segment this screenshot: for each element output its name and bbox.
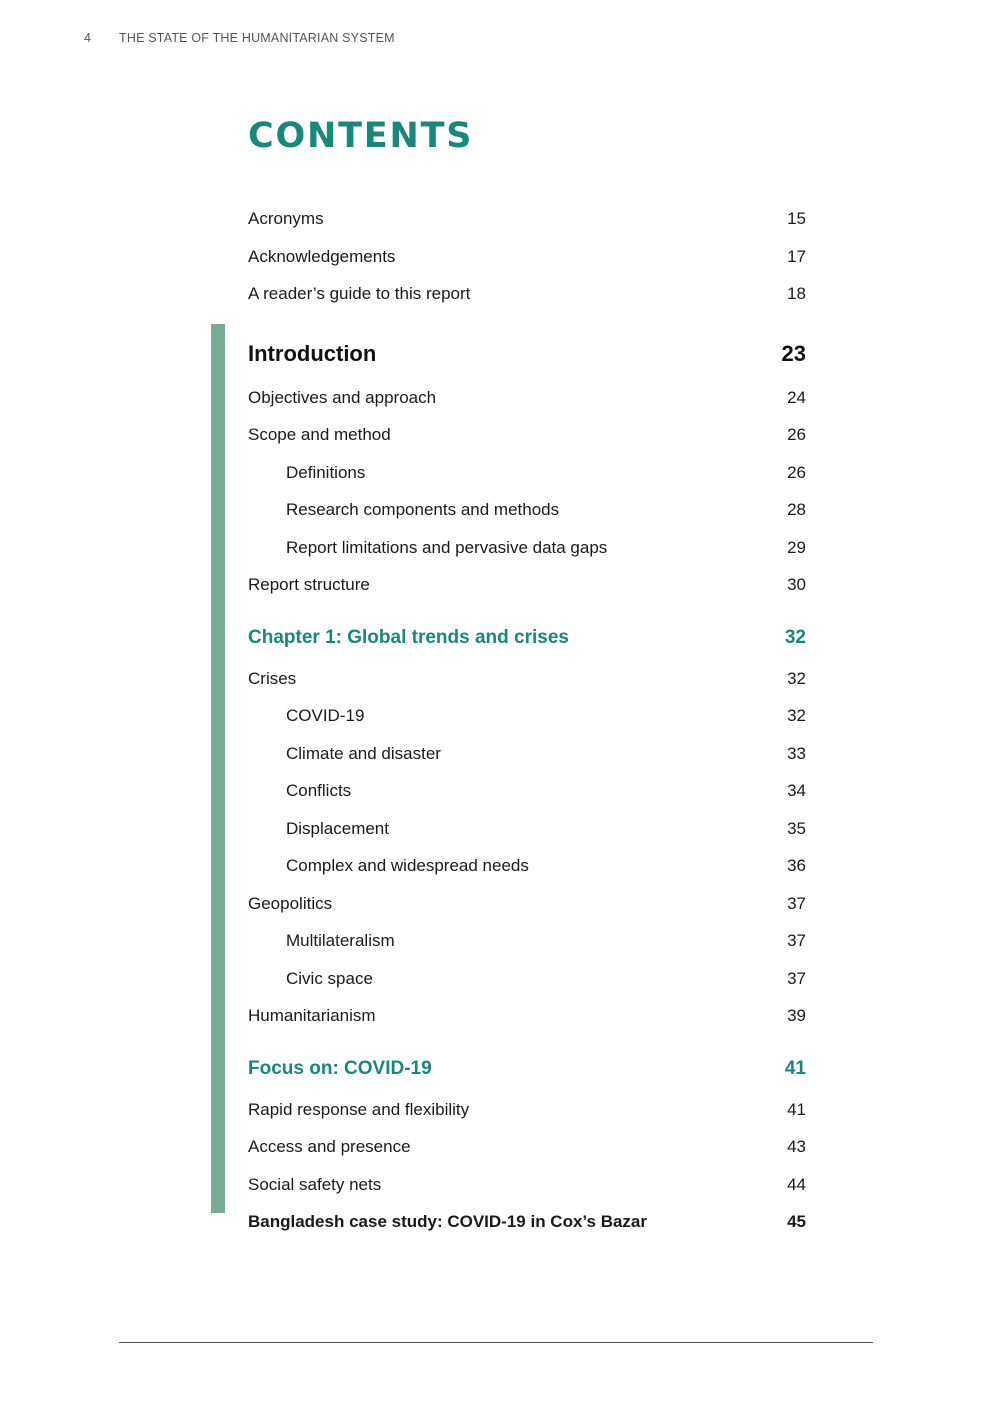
toc-heading-chapter-1[interactable]	[248, 616, 806, 660]
toc-page: 17	[787, 246, 806, 266]
toc-label: Bangladesh case study: COVID-19 in Cox’s Bazar	[248, 1212, 647, 1231]
toc-page: 26	[787, 462, 806, 482]
toc-page: 24	[787, 387, 806, 407]
running-header	[84, 31, 395, 45]
toc-entry[interactable]	[248, 885, 806, 923]
toc-label: Displacement	[286, 818, 389, 838]
toc-heading-introduction[interactable]	[248, 329, 806, 379]
toc-page: 32	[784, 626, 806, 648]
toc-label: COVID-19	[286, 706, 365, 725]
toc-entry[interactable]	[248, 1166, 806, 1204]
toc-page: 23	[781, 340, 806, 366]
toc-page: 29	[787, 537, 806, 557]
toc-page: 41	[784, 1057, 806, 1079]
toc-page: 32	[787, 668, 806, 688]
toc-label: Introduction	[248, 340, 377, 366]
table-of-contents	[248, 200, 806, 1241]
toc-entry[interactable]	[248, 416, 806, 454]
toc-label: Research components and methods	[286, 500, 560, 519]
toc-page: 37	[787, 931, 806, 950]
toc-entry[interactable]	[248, 379, 806, 417]
toc-label: Crises	[248, 668, 297, 688]
toc-page: 45	[787, 1212, 806, 1231]
page-title: CONTENTS	[248, 116, 474, 156]
toc-label: Rapid response and flexibility	[248, 1099, 470, 1119]
toc-page: 43	[787, 1137, 806, 1156]
toc-label: Acronyms	[248, 209, 324, 228]
toc-label: Humanitarianism	[248, 1006, 376, 1025]
toc-label: Report structure	[248, 575, 370, 594]
toc-entry-acronyms[interactable]	[248, 200, 806, 238]
toc-subentry[interactable]	[248, 922, 806, 960]
toc-page: 35	[787, 818, 806, 838]
toc-page: 18	[787, 284, 806, 303]
toc-label: Report limitations and pervasive data gaps	[286, 537, 608, 557]
toc-entry[interactable]	[248, 660, 806, 698]
toc-entry[interactable]	[248, 997, 806, 1035]
toc-page: 30	[787, 575, 806, 594]
toc-label: Scope and method	[248, 425, 391, 444]
toc-page: 33	[787, 743, 806, 763]
toc-label: Focus on: COVID-19	[248, 1057, 432, 1079]
toc-subentry[interactable]	[248, 454, 806, 492]
toc-page: 34	[787, 781, 806, 800]
page-number: 4	[84, 31, 92, 45]
toc-label: A reader’s guide to this report	[248, 284, 471, 303]
toc-subentry[interactable]	[248, 847, 806, 885]
section-bar	[211, 324, 225, 1213]
toc-label: Access and presence	[248, 1137, 411, 1156]
toc-entry[interactable]	[248, 1091, 806, 1129]
toc-page: 44	[787, 1174, 806, 1194]
toc-page: 37	[787, 968, 806, 988]
toc-subentry[interactable]	[248, 772, 806, 810]
toc-page: 28	[787, 500, 806, 519]
toc-page: 39	[787, 1006, 806, 1025]
toc-label: Definitions	[286, 462, 366, 482]
toc-subentry[interactable]	[248, 529, 806, 567]
toc-subentry[interactable]	[248, 810, 806, 848]
toc-label: Acknowledgements	[248, 246, 396, 266]
toc-subentry[interactable]	[248, 697, 806, 735]
toc-label: Geopolitics	[248, 893, 333, 913]
toc-page: 36	[787, 856, 806, 875]
toc-label: Multilateralism	[286, 931, 395, 950]
footer-divider	[119, 1342, 873, 1343]
toc-label: Civic space	[286, 968, 373, 988]
toc-entry[interactable]	[248, 1128, 806, 1166]
toc-label: Complex and widespread needs	[286, 856, 529, 875]
toc-label: Climate and disaster	[286, 743, 441, 763]
toc-page: 26	[787, 425, 806, 444]
toc-label: Social safety nets	[248, 1174, 382, 1194]
toc-subentry[interactable]	[248, 491, 806, 529]
toc-page: 32	[787, 706, 806, 725]
toc-heading-focus-covid[interactable]	[248, 1047, 806, 1091]
toc-entry-acknowledgements[interactable]	[248, 238, 806, 276]
toc-page: 41	[787, 1099, 806, 1119]
toc-subentry[interactable]	[248, 960, 806, 998]
toc-label: Objectives and approach	[248, 387, 437, 407]
toc-entry[interactable]	[248, 566, 806, 604]
toc-label: Conflicts	[286, 781, 352, 800]
toc-page: 37	[787, 893, 806, 913]
toc-entry-case-study[interactable]	[248, 1203, 806, 1241]
toc-entry-readers-guide[interactable]	[248, 275, 806, 313]
toc-label: Chapter 1: Global trends and crises	[248, 626, 569, 648]
toc-subentry[interactable]	[248, 735, 806, 773]
toc-page: 15	[787, 209, 806, 228]
report-title: THE STATE OF THE HUMANITARIAN SYSTEM	[119, 31, 395, 45]
